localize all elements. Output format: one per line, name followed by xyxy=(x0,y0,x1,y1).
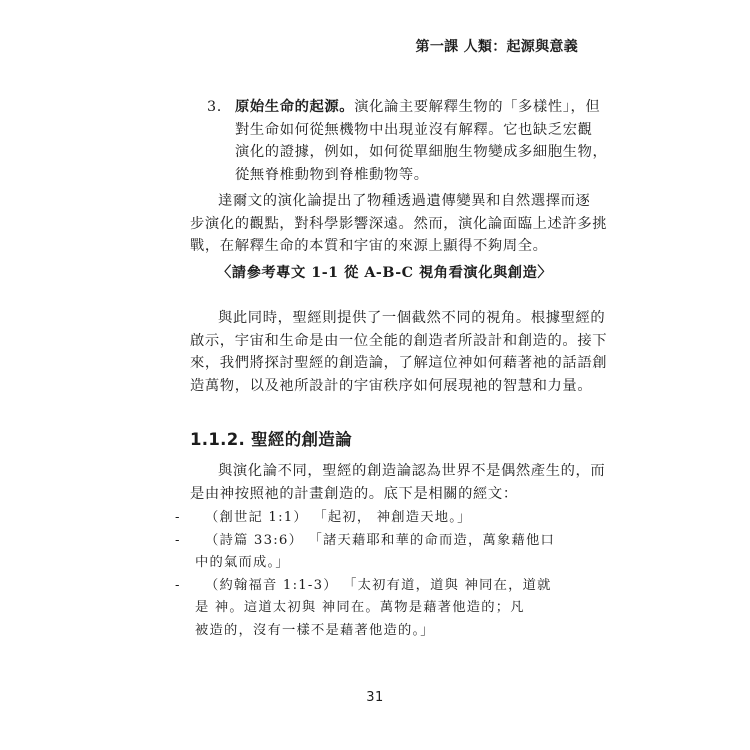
item-line-1-text: 演化論主要解釋生物的「多樣性」，但 xyxy=(354,99,601,115)
list-dash: - xyxy=(175,532,181,548)
paragraph-creation xyxy=(190,460,606,505)
item-number: 3. xyxy=(207,99,222,115)
paragraph-bible-view xyxy=(190,307,608,397)
scripture-list xyxy=(175,507,555,642)
verse-line: 被造的，沒有一樣不是藉著他造的。」 xyxy=(195,622,435,638)
paragraph-line: 來，我們將探討聖經的創造論，了解這位神如何藉著祂的話語創 xyxy=(190,355,608,371)
item-line-4: 從無脊椎動物到脊椎動物等。 xyxy=(235,166,429,183)
paragraph-line: 戰，在解釋生命的本質和宇宙的來源上顯得不夠周全。 xyxy=(190,238,548,254)
list-dash: - xyxy=(175,577,181,593)
reference-note: 〈請參考專文 1-1 從 A-B-C 視角看演化與創造〉 xyxy=(217,265,553,281)
paragraph-line: 與演化論不同，聖經的創造論認為世界不是偶然產生的，而 xyxy=(218,463,606,479)
page-number: 31 xyxy=(366,690,384,705)
paragraph-line: 是由神按照祂的計畫創造的。底下是相關的經文： xyxy=(190,485,518,502)
item-content xyxy=(235,96,615,186)
paragraph-line: 步演化的觀點，對科學影響深遠。然而，演化論面臨上述許多挑 xyxy=(190,215,608,232)
verse-line: （約翰福音 1:1-3） 「太初有道，道與 神同在，道就 xyxy=(205,577,552,593)
item-line-1 xyxy=(235,96,615,119)
paragraph-darwin xyxy=(190,190,608,258)
verse-line: 是 神。這道太初與 神同在。萬物是藉著他造的；凡 xyxy=(195,600,525,615)
running-header: 第一課 人類：起源與意義 xyxy=(415,39,578,55)
paragraph-line: 造萬物，以及祂所設計的宇宙秩序如何展現祂的智慧和力量。 xyxy=(190,377,593,394)
paragraph-line: 與此同時，聖經則提供了一個截然不同的視角。根據聖經的 xyxy=(218,310,606,326)
paragraph-line: 達爾文的演化論提出了物種透過遺傳變異和自然選擇而逐 xyxy=(218,193,591,209)
item-line-2: 對生命如何從無機物中出現並沒有解釋。它也缺乏宏觀 xyxy=(235,121,593,138)
verse-line: （詩篇 33:6） 「諸天藉耶和華的命而造，萬象藉他口 xyxy=(205,532,555,548)
item-title: 原始生命的起源。 xyxy=(235,99,355,115)
scripture-verse-john xyxy=(175,575,555,643)
scripture-verse-psalms xyxy=(175,530,555,575)
paragraph-line: 啟示，宇宙和生命是由一位全能的創造者所設計和創造的。接下 xyxy=(190,332,608,349)
list-dash: - xyxy=(175,510,181,525)
verse-line: 中的氣而成。」 xyxy=(195,555,290,570)
scripture-verse-genesis xyxy=(175,507,555,530)
verse-line: （創世記 1:1） 「起初， 神創造天地。」 xyxy=(205,510,472,525)
item-line-3: 演化的證據，例如，如何從單細胞生物變成多細胞生物， xyxy=(235,144,608,160)
section-heading: 1.1.2. 聖經的創造論 xyxy=(190,430,352,449)
